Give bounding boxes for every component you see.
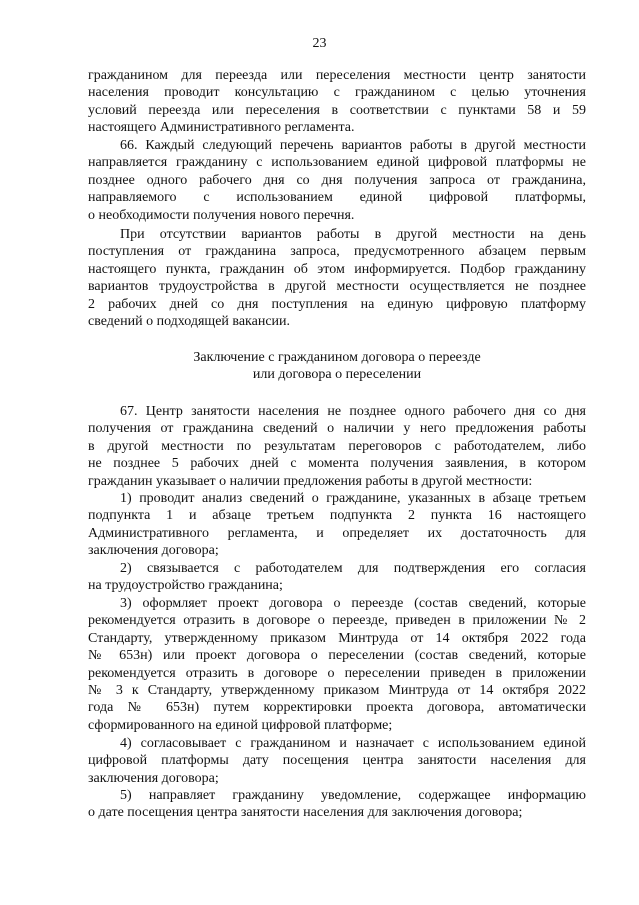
text-line: 4) согласовывает с гражданином и назначает с использованием единой <box>120 736 586 751</box>
text-line: 1) проводит анализ сведений о гражданине, указанных в абзаце третьем <box>120 491 586 506</box>
list-item-2 <box>88 560 586 595</box>
paragraph-65-continuation <box>88 67 586 137</box>
list-item-1 <box>88 490 586 560</box>
text-line: позднее одного рабочего дня со дня получения запроса от гражданина, <box>88 172 586 188</box>
list-item-4 <box>88 735 586 787</box>
text-line: Административного регламента, и определяет их достаточность для <box>88 525 586 541</box>
section-heading <box>88 349 586 384</box>
text-line: о дате посещения центра занятости населения для заключения договора; <box>88 805 523 821</box>
text-line: настоящего Административного регламента. <box>88 120 355 136</box>
text-line: сформированного на единой цифровой платформе; <box>88 717 393 733</box>
text-line: направляемого с использованием единой цифровой платформы, <box>88 190 586 206</box>
paragraph-66 <box>88 137 586 224</box>
text-line: населения проводит консультацию с гражданином с целью уточнения <box>88 85 586 101</box>
text-line: рекомендуется отразить в договоре о переезде, приведен в приложении № 2 <box>88 613 586 629</box>
text-line: года № 653н) путем корректировки проекта договора, автоматически <box>88 700 586 716</box>
text-line: заключения договора; <box>88 770 219 786</box>
text-line: При отсутствии вариантов работы в другой местности на день <box>120 227 586 242</box>
list-item-3 <box>88 595 586 734</box>
list-item-5 <box>88 787 586 822</box>
text-line: настоящего пункта, гражданин об этом информируется. Подбор гражданину <box>88 261 586 277</box>
text-line: рекомендуется отразить в договоре о переселении приведен в приложении <box>88 665 586 681</box>
text-line: 2) связывается с работодателем для подтверждения его согласия <box>120 561 586 576</box>
text-line: подпункта 1 и абзаце третьем подпункта 2 пункта 16 настоящего <box>88 508 586 524</box>
text-line: поступления от гражданина запроса, предусмотренного абзацем первым <box>88 244 586 260</box>
page-number: 23 <box>312 36 327 51</box>
text-line: или договора о переселении <box>252 367 422 383</box>
text-line: № 653н) или проект договора о переселении (состав сведений, которые <box>88 648 586 664</box>
text-line: 3) оформляет проект договора о переезде (состав сведений, которые <box>120 596 586 611</box>
text-line: на трудоустройство гражданина; <box>88 578 283 594</box>
text-line: в другой местности по результатам переговоров с работодателем, либо <box>88 438 586 454</box>
paragraph-66-absence <box>88 226 586 330</box>
text-line: о необходимости получения нового перечня. <box>88 207 355 223</box>
text-line: сведений о подходящей вакансии. <box>88 313 291 329</box>
text-line: 2 рабочих дней со дня поступления на единую цифровую платформу <box>88 296 586 312</box>
text-line: заключения договора; <box>88 543 219 559</box>
text-line: № 3 к Стандарту, утвержденному приказом Минтруда от 14 октября 2022 <box>88 682 586 698</box>
text-line: гражданином для переезда или переселения местности центр занятости <box>88 68 586 83</box>
text-line: 67. Центр занятости населения не позднее одного рабочего дня со дня <box>120 404 586 419</box>
text-line: не позднее 5 рабочих дней с момента получения заявления, в котором <box>88 456 586 472</box>
text-line: направляется гражданину с использованием единой цифровой платформы не <box>88 155 586 171</box>
text-line: Заключение с гражданином договора о переезде <box>193 350 481 365</box>
text-line: 66. Каждый следующий перечень вариантов работы в другой местности <box>120 138 586 153</box>
text-line: получения от гражданина сведений о наличии у него предложения работы <box>88 421 586 437</box>
text-line: вариантов трудоустройства в другой местности осуществляется не позднее <box>88 279 586 295</box>
paragraph-67 <box>88 403 586 490</box>
text-line: гражданин указывает о наличии предложения работы в другой местности: <box>88 473 533 489</box>
text-line: Стандарту, утвержденному приказом Минтруда от 14 октября 2022 года <box>88 630 586 646</box>
text-line: условий переезда или переселения в соответствии с пунктами 58 и 59 <box>88 102 586 118</box>
text-line: цифровой платформы дату посещения центра занятости населения для <box>88 753 586 769</box>
text-line: 5) направляет гражданину уведомление, содержащее информацию <box>120 788 586 803</box>
